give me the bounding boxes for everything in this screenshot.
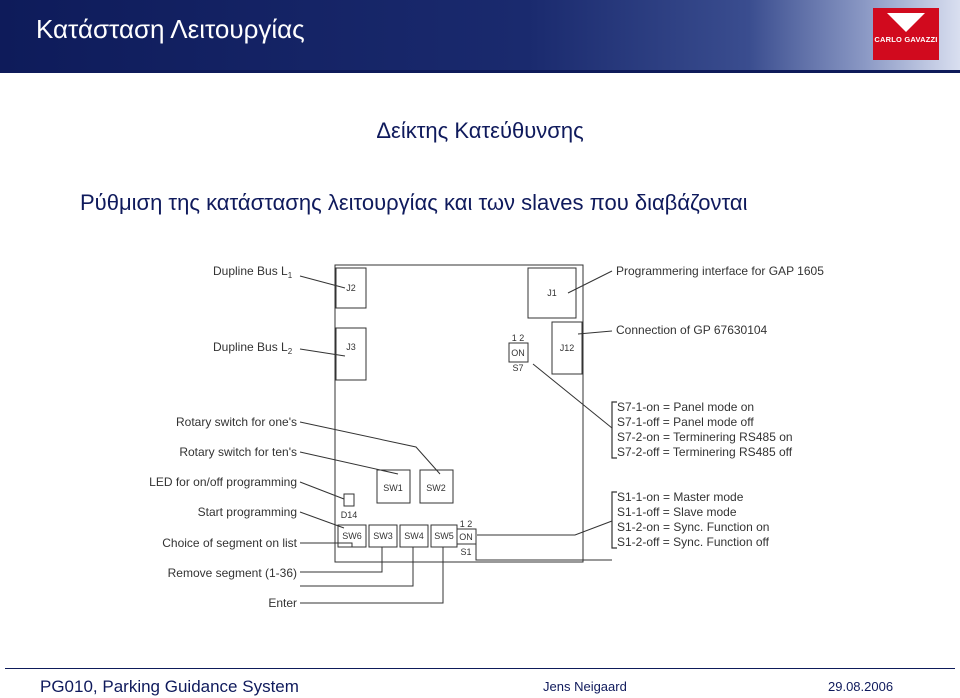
label-sw3: SW3: [373, 531, 393, 541]
leader-s1: [477, 521, 612, 535]
label-s1-2-on: S1-2-on = Sync. Function on: [617, 520, 770, 534]
footer-date: 29.08.2006: [828, 679, 894, 694]
footer-presentation-title: PG010, Parking Guidance System: [40, 677, 299, 696]
label-rotary-ones: Rotary switch for one's: [175, 415, 297, 429]
leader-sw4: [300, 547, 413, 586]
leader-choice-segment: [300, 543, 352, 547]
label-sw2: SW2: [426, 483, 446, 493]
label-dupline-l1: Dupline Bus $L_1$: [213, 264, 293, 280]
label-s1-2-off: S1-2-off = Sync. Function off: [617, 535, 769, 549]
label-s1-1-on: S1-1-on = Master mode: [617, 490, 744, 504]
label-s7-pins: 1 2: [511, 333, 525, 343]
label-s7-on: ON: [511, 348, 525, 358]
logo-text: CARLO GAVAZZI: [874, 35, 938, 44]
label-gap1605: Programmering interface for GAP 1605: [616, 264, 824, 278]
footer-rule: [5, 668, 955, 669]
label-j3: J3: [346, 342, 356, 352]
label-sw1: SW1: [383, 483, 403, 493]
label-s7: S7: [512, 363, 524, 373]
leader-led: [300, 482, 344, 499]
label-s7-1-off: S7-1-off = Panel mode off: [617, 415, 754, 429]
label-sw4: SW4: [404, 531, 424, 541]
led-d14: [344, 494, 354, 506]
label-rotary-tens: Rotary switch for ten's: [179, 445, 297, 459]
slide-heading: Ρύθμιση της κατάστασης λειτουργίας και των slaves που διαβάζονται: [80, 190, 748, 215]
label-dupline-l2: Dupline Bus $L_2$: [213, 340, 293, 356]
label-start-programming: Start programming: [197, 505, 297, 519]
label-remove-segment: Remove segment (1-36): [167, 566, 297, 580]
slide-subtitle: Δείκτης Κατεύθυνσης: [376, 118, 584, 143]
label-j2: J2: [346, 283, 356, 293]
label-s1: S1: [460, 547, 472, 557]
label-s7-1-on: S7-1-on = Panel mode on: [617, 400, 755, 414]
leader-remove-segment: [300, 547, 382, 572]
label-sw5: SW5: [434, 531, 454, 541]
label-j1: J1: [547, 288, 557, 298]
footer-author: Jens Neigaard: [543, 679, 627, 694]
label-enter: Enter: [268, 596, 297, 610]
connector-j3: [336, 328, 366, 380]
label-led-programming: LED for on/off programming: [149, 475, 297, 489]
leader-dupline-l1: [300, 276, 345, 288]
leader-start-programming: [300, 512, 344, 528]
label-s1-on: ON: [459, 532, 473, 542]
label-s7-2-off: S7-2-off = Terminering RS485 off: [617, 445, 793, 459]
leader-dupline-l2: [300, 349, 345, 356]
label-gp67630104: Connection of GP 67630104: [616, 323, 768, 337]
leader-s1-b: [476, 540, 612, 560]
pcb-outline: [335, 265, 583, 562]
label-s1-pins: 1 2: [459, 519, 473, 529]
label-d14: D14: [340, 510, 358, 520]
leader-gap1605: [568, 271, 612, 293]
label-s1-1-off: S1-1-off = Slave mode: [617, 505, 737, 519]
leader-enter: [300, 547, 443, 603]
label-j12: J12: [559, 343, 575, 353]
leader-rotary-ones: [300, 422, 440, 474]
leader-rotary-tens: [300, 452, 398, 474]
label-choice-segment: Choice of segment on list: [162, 536, 297, 550]
label-sw6: SW6: [342, 531, 362, 541]
label-s7-2-on: S7-2-on = Terminering RS485 on: [617, 430, 793, 444]
slide-title: Κατάσταση Λειτουργίας: [36, 14, 305, 44]
